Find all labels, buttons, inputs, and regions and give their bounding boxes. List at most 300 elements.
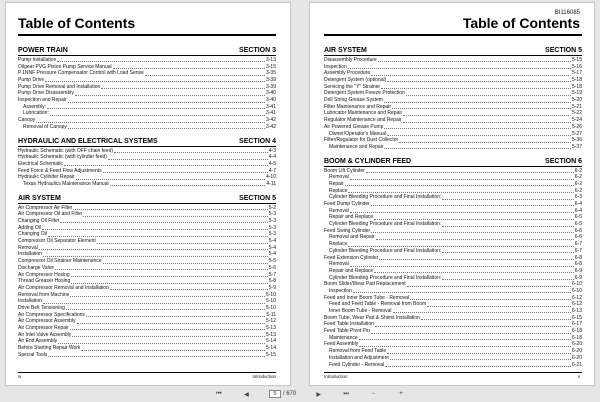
dot-leader xyxy=(390,359,571,360)
section-title: HYDRAULIC AND ELECTRICAL SYSTEMS xyxy=(18,137,158,145)
toc-entry[interactable] xyxy=(324,124,582,131)
toc-entry[interactable] xyxy=(324,335,582,342)
entry-label: Compressor Oil Separator Element xyxy=(18,238,96,245)
dot-leader xyxy=(348,192,573,193)
next-page-icon[interactable]: ▶ xyxy=(316,391,321,398)
zoom-out-icon[interactable]: − xyxy=(371,391,376,397)
entry-label: Drill String Grease System xyxy=(324,97,383,104)
entry-label: Removal xyxy=(18,244,38,251)
entry-label: Filter/Regulator for Dust Collector xyxy=(324,137,399,144)
entry-label: Cylinder Bleeding Procedure and Final Installation: xyxy=(329,274,442,281)
entry-label: Feed Assembly xyxy=(324,341,359,348)
page-title: Table of Contents xyxy=(18,15,136,31)
entry-label: Detergent System Freeze Protection xyxy=(324,90,405,97)
toc-entry[interactable] xyxy=(324,208,582,215)
toc-entry[interactable] xyxy=(18,345,276,352)
entry-label: Pump Installation xyxy=(18,56,57,63)
toc-entry[interactable] xyxy=(18,64,276,71)
toc-entry[interactable] xyxy=(324,268,582,275)
entry-page-number: 4-3 xyxy=(268,147,276,154)
dot-leader xyxy=(110,289,268,290)
dot-leader xyxy=(371,205,574,206)
entry-label: Boom Tube, Wear Pad & Shims Installation xyxy=(324,314,420,321)
entry-page-number: 6-12 xyxy=(571,294,582,301)
entry-page-number: 6-12 xyxy=(571,301,582,308)
dot-leader xyxy=(43,256,268,257)
dot-leader xyxy=(392,108,571,109)
toc-entry[interactable] xyxy=(18,292,276,299)
entry-page-number: 4-7 xyxy=(268,167,276,174)
entry-page-number: 5-4 xyxy=(268,238,276,245)
toc-entry[interactable] xyxy=(324,295,582,302)
dot-leader xyxy=(48,236,268,237)
toc-entry[interactable] xyxy=(324,77,582,84)
dot-leader xyxy=(384,102,571,103)
entry-label: Air Compressor Air Filter xyxy=(18,204,73,211)
footer-rule xyxy=(18,372,276,373)
toc-entry[interactable] xyxy=(324,301,582,308)
toc-entry[interactable] xyxy=(324,288,582,295)
entry-page-number: 3-42 xyxy=(265,123,276,130)
entry-label: Repair and Replace xyxy=(329,214,374,221)
dot-leader xyxy=(113,68,265,69)
entry-label: Air Compressor Specifications xyxy=(18,311,85,318)
dot-leader xyxy=(406,95,571,96)
dot-leader xyxy=(110,185,266,186)
toc-entry[interactable] xyxy=(324,362,582,369)
dot-leader xyxy=(379,259,573,260)
entry-page-number: 5-8 xyxy=(268,278,276,285)
toc-entry[interactable] xyxy=(18,211,276,218)
dot-leader xyxy=(103,172,268,173)
entry-page-number: 5-14 xyxy=(265,345,276,352)
dot-leader xyxy=(47,108,265,109)
toc-content xyxy=(18,45,276,364)
toc-entry[interactable] xyxy=(18,272,276,279)
entry-label: Before Starting Repair Work xyxy=(18,345,81,352)
entry-page-number: 6-15 xyxy=(571,314,582,321)
entry-page-number: 6-7 xyxy=(574,241,582,248)
entry-label: Thread Greaser Hosing xyxy=(18,278,71,285)
dot-leader xyxy=(145,75,265,76)
dot-leader xyxy=(48,356,265,357)
toc-entry[interactable] xyxy=(18,231,276,238)
toc-entry[interactable] xyxy=(18,278,276,285)
entry-page-number: 6-2 xyxy=(574,187,582,194)
toc-entry[interactable] xyxy=(324,228,582,235)
toc-entry[interactable] xyxy=(324,328,582,335)
toc-content xyxy=(324,45,582,373)
entry-label: Canopy xyxy=(18,117,36,124)
entry-label: Assembly Procedure xyxy=(324,70,371,77)
entry-page-number: 5-13 xyxy=(265,331,276,338)
entry-label: Removal from Machine xyxy=(18,291,70,298)
toc-entry[interactable] xyxy=(18,312,276,319)
dot-leader xyxy=(348,68,571,69)
entry-label: Installation and Adjustment xyxy=(329,354,389,361)
section-title: BOOM & CYLINDER FEED xyxy=(324,157,412,165)
toc-entry[interactable] xyxy=(324,70,582,77)
toc-section xyxy=(18,193,276,359)
toc-entry[interactable] xyxy=(18,124,276,131)
entry-page-number: 6-13 xyxy=(571,308,582,315)
entry-label: Servicing the "Y" Strainer xyxy=(324,83,381,90)
dot-leader xyxy=(83,216,267,217)
entry-page-number: 5-4 xyxy=(268,251,276,258)
toc-entry[interactable] xyxy=(18,332,276,339)
dot-leader xyxy=(101,88,265,89)
entry-page-number: 3-41 xyxy=(265,103,276,110)
dot-leader xyxy=(442,252,573,253)
dot-leader xyxy=(97,243,268,244)
entry-label: Cylinder Bleeding Procedure and Final Installation: xyxy=(329,194,442,201)
entry-label: Feed and Inner Boom Tube - Removal xyxy=(324,294,410,301)
entry-page-number: 6-18 xyxy=(571,334,582,341)
entry-page-number: 5-2 xyxy=(268,204,276,211)
toc-entry[interactable] xyxy=(18,218,276,225)
toc-entry[interactable] xyxy=(324,90,582,97)
toc-entry[interactable] xyxy=(324,111,582,118)
toc-entry[interactable] xyxy=(324,117,582,124)
zoom-in-icon[interactable]: + xyxy=(399,391,403,397)
toc-entry[interactable] xyxy=(324,255,582,262)
dot-leader xyxy=(108,159,268,160)
entry-page-number: 3-13 xyxy=(265,56,276,63)
entry-label: Maintenance xyxy=(329,334,358,341)
dot-leader xyxy=(378,61,571,62)
entry-page-number: 5-17 xyxy=(571,70,582,77)
dot-leader xyxy=(68,102,265,103)
entry-page-number: 5-4 xyxy=(268,244,276,251)
dot-leader xyxy=(58,343,265,344)
toc-entry[interactable] xyxy=(324,308,582,315)
footer-page-number: v xyxy=(577,374,580,379)
dot-leader xyxy=(345,185,574,186)
section-header xyxy=(324,156,582,165)
section-number: SECTION 5 xyxy=(239,194,276,202)
dot-leader xyxy=(114,152,268,153)
entry-page-number: 6-9 xyxy=(574,274,582,281)
entry-page-number: 6-8 xyxy=(574,254,582,261)
entry-page-number: 6-18 xyxy=(571,328,582,335)
toc-section xyxy=(324,156,582,369)
section-number: SECTION 6 xyxy=(545,157,582,165)
entry-page-number: 3-40 xyxy=(265,97,276,104)
toc-entry[interactable] xyxy=(324,64,582,71)
entry-label: Boom Slider/Wear Pad Replacement xyxy=(324,281,406,288)
toc-entry[interactable] xyxy=(18,305,276,312)
toc-entry[interactable] xyxy=(324,355,582,362)
entry-page-number: 5-13 xyxy=(265,325,276,332)
section-rule xyxy=(324,166,582,167)
last-page-icon[interactable]: ⏭ xyxy=(343,390,349,397)
entry-label: Feed Swing Cylinder xyxy=(324,227,371,234)
entry-label: Special Tools xyxy=(18,351,48,358)
title-rule xyxy=(324,34,582,36)
toc-entry[interactable] xyxy=(324,281,582,288)
toc-entry[interactable] xyxy=(324,214,582,221)
entry-label: Air Compressor Removal and Installation xyxy=(18,284,109,291)
section-rule xyxy=(324,55,582,56)
entry-label: Lubrication: xyxy=(23,110,49,117)
entry-page-number: 5-36 xyxy=(571,137,582,144)
entry-page-number: 5-3 xyxy=(268,231,276,238)
total-pages: / 670 xyxy=(282,391,297,397)
dot-leader xyxy=(387,81,571,82)
toc-entry[interactable] xyxy=(18,318,276,325)
section-header xyxy=(18,45,276,54)
toc-entry[interactable] xyxy=(18,252,276,259)
entry-page-number: 6-10 xyxy=(571,281,582,288)
entry-label: Disassembly Procedure xyxy=(324,56,377,63)
dot-leader xyxy=(393,312,571,313)
entry-label: Oilgear PVG Piston Pump Service Manual xyxy=(18,63,112,70)
entry-page-number: 6-5 xyxy=(574,221,582,228)
title-rule xyxy=(18,34,276,36)
toc-entry[interactable] xyxy=(18,205,276,212)
entry-page-number: 5-26 xyxy=(571,123,582,130)
entry-page-number: 4-11 xyxy=(266,180,276,187)
toc-entry[interactable] xyxy=(324,201,582,208)
dot-leader xyxy=(371,232,574,233)
entry-page-number: 6-4 xyxy=(574,207,582,214)
entry-label: Owner/Operator's Manual xyxy=(329,130,387,137)
entry-page-number: 5-3 xyxy=(268,218,276,225)
dot-leader xyxy=(71,276,268,277)
toc-entry[interactable] xyxy=(18,154,276,161)
toc-entry[interactable] xyxy=(18,181,276,188)
toc-entry[interactable] xyxy=(18,77,276,84)
toc-entry[interactable] xyxy=(18,265,276,272)
entry-page-number: 5-14 xyxy=(265,338,276,345)
entry-label: Feed Force & Feed Flow Adjustments xyxy=(18,167,102,174)
toc-entry[interactable] xyxy=(324,261,582,268)
entry-page-number: 5-7 xyxy=(268,271,276,278)
entry-page-number: 6-6 xyxy=(574,227,582,234)
entry-label: Inner Boom Tube - Removal xyxy=(329,308,392,315)
dot-leader xyxy=(70,296,265,297)
dot-leader xyxy=(71,283,268,284)
toc-section xyxy=(324,45,582,151)
toc-entry[interactable] xyxy=(324,342,582,349)
toc-entry[interactable] xyxy=(18,168,276,175)
toc-entry[interactable] xyxy=(324,57,582,64)
page-number-input[interactable]: 5 xyxy=(269,390,281,398)
toc-entry[interactable] xyxy=(18,174,276,181)
entry-label: Air Powered Grease Pump xyxy=(324,123,384,130)
dot-leader xyxy=(385,366,571,367)
entry-label: P.1NNF Pressure Compensator Control with Load Sense xyxy=(18,70,144,77)
entry-label: Removal xyxy=(329,174,349,181)
toc-entry[interactable] xyxy=(18,111,276,118)
entry-label: Feed Dump Cylinder xyxy=(324,201,370,208)
toc-entry[interactable] xyxy=(18,338,276,345)
dot-leader xyxy=(350,179,574,180)
entry-page-number: 5-19 xyxy=(571,90,582,97)
dot-leader xyxy=(374,219,574,220)
toc-section xyxy=(18,45,276,131)
entry-label: Compressor Oil Strainer Maintenance xyxy=(18,258,102,265)
entry-page-number: 3-41 xyxy=(265,110,276,117)
toc-entry[interactable] xyxy=(324,241,582,248)
entry-page-number: 5-18 xyxy=(571,77,582,84)
toc-entry[interactable] xyxy=(18,161,276,168)
entry-label: Air End Assembly xyxy=(18,338,58,345)
toc-entry[interactable] xyxy=(18,84,276,91)
toc-entry[interactable] xyxy=(324,194,582,201)
entry-page-number: 5-15 xyxy=(265,351,276,358)
entry-page-number: 4-4 xyxy=(268,154,276,161)
section-rule xyxy=(18,55,276,56)
toc-entry[interactable] xyxy=(324,248,582,255)
entry-page-number: 5-21 xyxy=(571,103,582,110)
entry-page-number: 6-8 xyxy=(574,261,582,268)
dot-leader xyxy=(350,212,574,213)
entry-page-number: 6-20 xyxy=(571,341,582,348)
entry-page-number: 5-6 xyxy=(268,264,276,271)
prev-page-icon[interactable]: ◀ xyxy=(244,391,249,398)
entry-page-number: 6-20 xyxy=(571,354,582,361)
toc-entry[interactable] xyxy=(324,97,582,104)
toc-entry[interactable] xyxy=(324,84,582,91)
entry-label: Air Compressor Oil and Filter xyxy=(18,211,83,218)
entry-page-number: 5-10 xyxy=(265,291,276,298)
dot-leader xyxy=(410,299,571,300)
toc-entry[interactable] xyxy=(324,321,582,328)
toc-entry[interactable] xyxy=(18,298,276,305)
entry-label: Installation xyxy=(18,298,42,305)
entry-label: Installation xyxy=(18,251,42,258)
toc-entry[interactable] xyxy=(324,235,582,242)
dot-leader xyxy=(45,81,265,82)
section-title: POWER TRAIN xyxy=(18,47,68,54)
toc-entry[interactable] xyxy=(18,104,276,111)
entry-page-number: 6-2 xyxy=(574,180,582,187)
dot-leader xyxy=(75,95,265,96)
footer-page-number: iv xyxy=(18,374,22,379)
entry-label: Feed Extension Cylinder xyxy=(324,254,379,261)
toc-entry[interactable] xyxy=(324,174,582,181)
entry-page-number: 6-2 xyxy=(574,167,582,174)
toc-entry[interactable] xyxy=(18,70,276,77)
entry-label: Electrical Schematic xyxy=(18,160,64,167)
dot-leader xyxy=(350,266,574,267)
toc-entry[interactable] xyxy=(18,258,276,265)
entry-page-number: 6-4 xyxy=(574,201,582,208)
toc-entry[interactable] xyxy=(324,348,582,355)
toc-entry[interactable] xyxy=(18,245,276,252)
entry-page-number: 6-21 xyxy=(571,361,582,368)
entry-page-number: 5-3 xyxy=(268,224,276,231)
toc-entry[interactable] xyxy=(324,137,582,144)
toc-entry[interactable] xyxy=(18,352,276,359)
entry-page-number: 3-39 xyxy=(265,83,276,90)
entry-label: Inspection xyxy=(324,63,347,70)
toc-entry[interactable] xyxy=(324,221,582,228)
toc-entry[interactable] xyxy=(18,225,276,232)
section-rule xyxy=(18,203,276,204)
toc-entry[interactable] xyxy=(324,131,582,138)
dot-leader xyxy=(42,229,268,230)
first-page-icon[interactable]: ⏮ xyxy=(216,390,222,397)
entry-page-number: 5-15 xyxy=(571,56,582,63)
entry-page-number: 6-10 xyxy=(571,287,582,294)
entry-page-number: 3-39 xyxy=(265,77,276,84)
entry-page-number: 3-42 xyxy=(265,117,276,124)
section-title: AIR SYSTEM xyxy=(324,47,367,54)
entry-label: Air Inlet Valve Assembly xyxy=(18,331,72,338)
entry-label: Maintenance and Repair xyxy=(329,143,384,150)
toc-entry[interactable] xyxy=(324,315,582,322)
entry-label: Inspection and Repair xyxy=(18,97,67,104)
entry-page-number: 6-9 xyxy=(574,267,582,274)
dot-leader xyxy=(371,333,571,334)
dot-leader xyxy=(70,329,265,330)
toc-entry[interactable] xyxy=(324,104,582,111)
entry-page-number: 5-16 xyxy=(571,63,582,70)
section-number: SECTION 5 xyxy=(545,47,582,54)
toc-entry[interactable] xyxy=(324,275,582,282)
entry-label: Repair xyxy=(329,180,344,187)
entry-page-number: 5-24 xyxy=(571,117,582,124)
entry-page-number: 6-6 xyxy=(574,234,582,241)
entry-label: Hydraulic Schematic (with cylinder feed) xyxy=(18,154,107,161)
entry-page-number: 6-20 xyxy=(571,348,582,355)
entry-page-number: 5-37 xyxy=(571,143,582,150)
dot-leader xyxy=(50,115,265,116)
dot-leader xyxy=(86,316,265,317)
dot-leader xyxy=(366,172,574,173)
entry-label: Removal xyxy=(329,207,349,214)
toc-entry[interactable] xyxy=(18,238,276,245)
dot-leader xyxy=(36,122,265,123)
section-title: AIR SYSTEM xyxy=(18,194,61,202)
dot-leader xyxy=(427,306,571,307)
toc-entry[interactable] xyxy=(324,181,582,188)
toc-entry[interactable] xyxy=(18,117,276,124)
entry-page-number: 5-22 xyxy=(571,110,582,117)
entry-label: Air Compressor Repair xyxy=(18,325,69,332)
dot-leader xyxy=(66,309,265,310)
dot-leader xyxy=(403,122,571,123)
dot-leader xyxy=(64,165,268,166)
entry-page-number: 5-12 xyxy=(265,318,276,325)
toc-entry[interactable] xyxy=(324,168,582,175)
dot-leader xyxy=(103,263,268,264)
toc-entry[interactable] xyxy=(18,97,276,104)
section-rule xyxy=(18,146,276,147)
toc-entry[interactable] xyxy=(18,148,276,155)
toc-entry[interactable] xyxy=(324,188,582,195)
entry-label: Removal and Repair xyxy=(329,234,375,241)
toc-entry[interactable] xyxy=(18,325,276,332)
toc-entry[interactable] xyxy=(18,90,276,97)
dot-leader xyxy=(348,246,573,247)
dot-leader xyxy=(442,226,573,227)
dot-leader xyxy=(374,272,574,273)
entry-label: Changing Oil xyxy=(18,231,47,238)
toc-entry[interactable] xyxy=(18,57,276,64)
dot-leader xyxy=(403,115,571,116)
entry-label: Feed and Feed Table - Removal from Boom xyxy=(329,301,427,308)
entry-label: Feed Table Installation xyxy=(324,321,374,328)
entry-page-number: 4-5 xyxy=(268,160,276,167)
toc-entry[interactable] xyxy=(18,285,276,292)
entry-page-number: 5-10 xyxy=(265,304,276,311)
toc-entry[interactable] xyxy=(324,144,582,151)
footer-label: Introduction xyxy=(252,374,276,379)
entry-page-number: 5-3 xyxy=(268,211,276,218)
